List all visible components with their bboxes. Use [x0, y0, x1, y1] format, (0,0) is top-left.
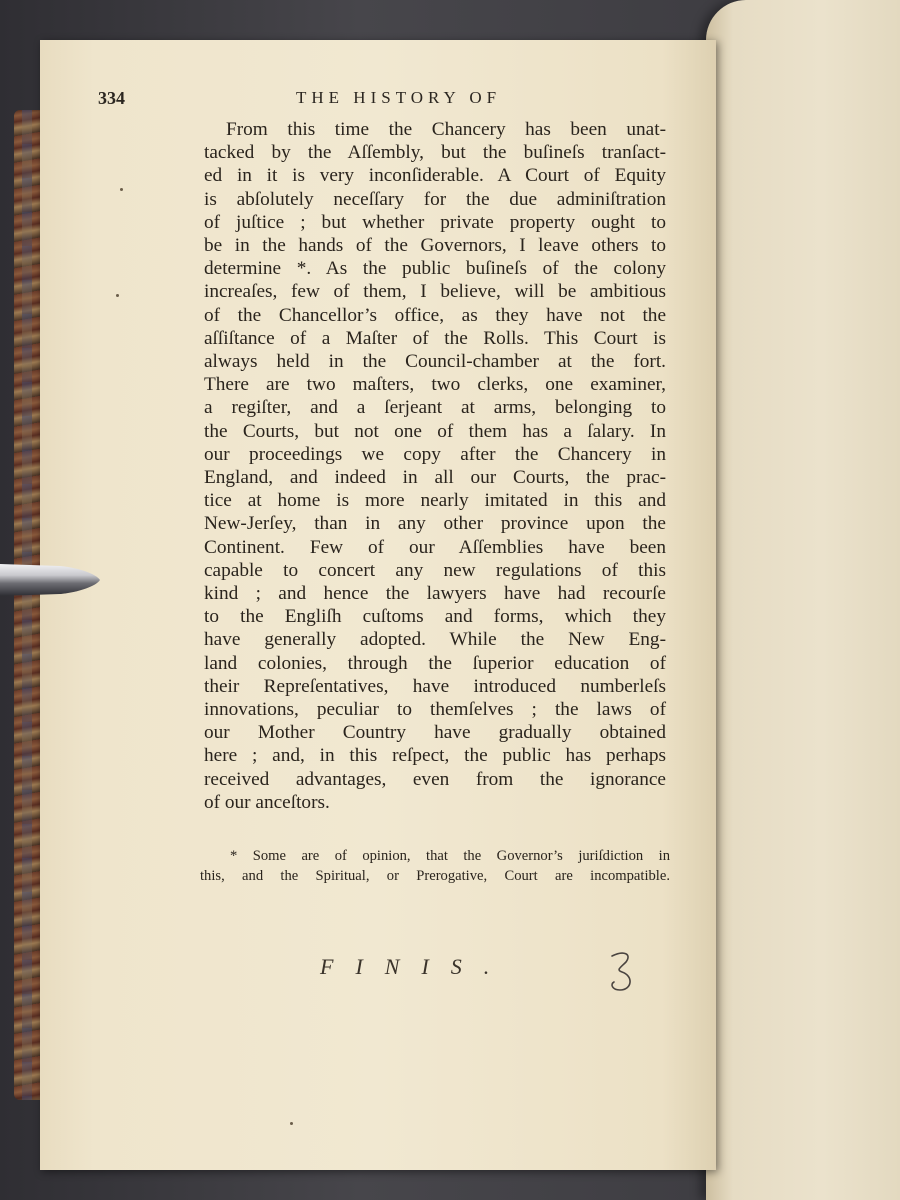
- footnote: [200, 846, 670, 886]
- text-line: land colonies, through the ſuperior education of: [204, 652, 666, 674]
- text-line: of the Chancellor’s office, as they have not the: [204, 304, 666, 326]
- text-line: our proceedings we copy after the Chancery in: [204, 443, 666, 465]
- text-line: New-Jerſey, than in any other province upon the: [204, 513, 666, 535]
- text-line: England, and indeed in all our Courts, the prac-: [204, 467, 666, 489]
- text-line: always held in the Council-chamber at the fort.: [204, 351, 666, 373]
- text-line: our Mother Country have gradually obtained: [204, 722, 666, 744]
- running-head: [40, 88, 716, 112]
- paper-speck: [116, 294, 119, 297]
- facing-blank-page: [706, 0, 900, 1200]
- body-text: [204, 118, 666, 814]
- text-line: their Repreſentatives, have introduced numberleſs: [204, 675, 666, 697]
- text-line: tice at home is more nearly imitated in this and: [204, 490, 666, 512]
- text-line: have generally adopted. While the New Eng-: [204, 629, 666, 651]
- text-line: to the Engliſh cuſtoms and forms, which they: [204, 606, 666, 628]
- text-line: received advantages, even from the ignorance: [204, 768, 666, 790]
- text-line: here ; and, in this reſpect, the public has perhaps: [204, 745, 666, 767]
- text-line: increaſes, few of them, I believe, will be ambitious: [204, 281, 666, 303]
- paper-speck: [290, 1122, 293, 1125]
- text-line: aſſiſtance of a Maſter of the Rolls. This Court is: [204, 327, 666, 349]
- text-line: kind ; and hence the lawyers have had recourſe: [204, 583, 666, 605]
- metal-pointer-icon: [0, 556, 102, 604]
- handwritten-mark-icon: [602, 948, 646, 994]
- page-number: 334: [98, 88, 125, 108]
- running-title: THE HISTORY OF: [296, 88, 502, 107]
- text-line: From this time the Chancery has been unat-: [226, 119, 666, 140]
- book-page: [40, 40, 716, 1170]
- paper-speck: [120, 188, 123, 191]
- text-line: There are two maſters, two clerks, one examiner,: [204, 374, 666, 396]
- finis-colophon: FINIS.: [320, 954, 512, 979]
- text-line: Continent. Few of our Aſſemblies have been: [204, 536, 666, 558]
- text-line: the Courts, but not one of them has a ſalary. In: [204, 420, 666, 442]
- text-line: of juſtice ; but whether private property ought to: [204, 211, 666, 233]
- footnote-line: this, and the Spiritual, or Prerogative, Court are incompatible.: [200, 868, 670, 884]
- text-line: ed in it is very inconſiderable. A Court of Equity: [204, 165, 666, 187]
- text-line: of our anceſtors.: [204, 791, 330, 813]
- text-line: a regiſter, and a ſerjeant at arms, belonging to: [204, 397, 666, 419]
- text-line: be in the hands of the Governors, I leave others to: [204, 235, 666, 257]
- text-line: determine *. As the public buſineſs of the colony: [204, 258, 666, 280]
- text-line: tacked by the Aſſembly, but the buſineſs tranſact-: [204, 142, 666, 164]
- text-line: capable to concert any new regulations of this: [204, 559, 666, 581]
- text-line: is abſolutely neceſſary for the due adminiſtration: [204, 188, 666, 210]
- text-line: innovations, peculiar to themſelves ; the laws of: [204, 699, 666, 721]
- footnote-line: * Some are of opinion, that the Governor’s juriſdiction in: [230, 848, 670, 864]
